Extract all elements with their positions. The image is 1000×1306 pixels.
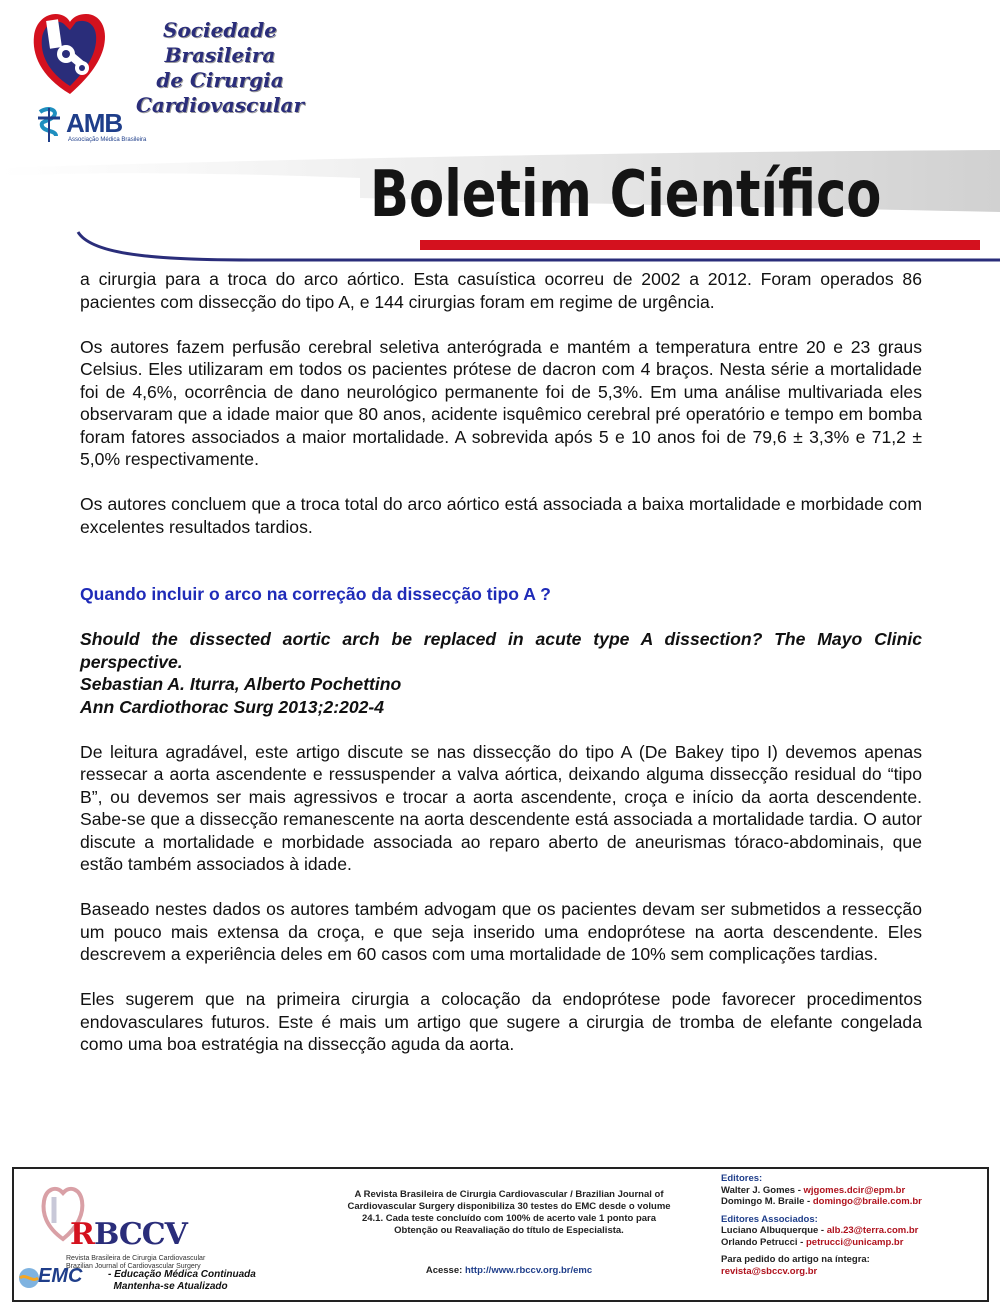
caduceus-icon (34, 104, 64, 144)
assoc-editor-1-email-link[interactable]: alb.23@terra.com.br (826, 1225, 919, 1236)
editor-1-email-link[interactable]: wjgomes.dcir@epm.br (803, 1184, 906, 1196)
article1-paragraph-2: Os autores fazem perfusão cerebral seletiva anterógrada e mantém a temperatura entre 20 e 23 graus Celsius. Eles utilizaram em todos os pacientes prótese de dacron com 4 braços. Nesta série a mortalidade foi de 4,6%, ocorrência de dano neurológico permanente foi de 5,3%. Em uma análise multivariada eles observaram que a idade maior que 80 anos, acidente isquêmico cerebral pré operatório e tempo em bomba foram fatores associados a maior mortalidade. A sobrevida após 5 e 10 anos foi de 79,6 ± 3,3% e 71,2 ± 5,0% respectivamente. (80, 336, 922, 469)
access-link[interactable]: http://www.rbccv.org.br/emc (464, 1265, 593, 1276)
society-name-line-1: Sociedade Brasileira (163, 18, 277, 67)
reference-authors: Sebastian A. Iturra, Alberto Pochettino (80, 674, 402, 694)
editor-2-name: Domingo M. Braile - (721, 1196, 813, 1207)
article1-paragraph-1: a cirurgia para a troca do arco aórtico. Esta casuística ocorreu de 2002 a 2012. Foram operados 86 pacientes com dissecção do tipo A, e 144 cirurgias foram em regime de urgência. (80, 269, 922, 312)
amb-logo (34, 104, 154, 148)
assoc-editor-1-name: Luciano Albuquerque - (721, 1225, 827, 1236)
request-email-link[interactable]: revista@sbccv.org.br (721, 1265, 818, 1277)
article2-paragraph-3: Eles sugerem que na primeira cirurgia a colocação da endoprótese pode favorecer procedimentos endovasculares futuros. Este é mais um artigo que sugere a cirurgia de tromba de elefante congelada como uma boa estratégia na dissecção aguda da aorta. (80, 989, 922, 1054)
footer-emc-notice: A Revista Brasileira de Cirurgia Cardiovascular / Brazilian Journal of Cardiovascular Surgery disponibiliza 30 testes do EMC desde o volume 24.1. Cada teste concluído com 100% de acerto vale 1 ponto para Obtenção ou Reavaliação do título de Especialista. (347, 1189, 671, 1236)
society-name-line-2: de Cirurgia (156, 68, 284, 92)
bulletin-title: Boletim Científico (370, 158, 882, 232)
article2-paragraph-1: De leitura agradável, este artigo discute se nas dissecção do tipo A (De Bakey tipo I) devemos apenas ressecar a aorta ascendente e ressuspender a valva aórtica, deixando alguma dissecção residual do “tipo B”, ou devemos ser mais agressivos e trocar a aorta ascendente, croça e início da aorta descendente. Sabe-se que a dissecção remanescente na aorta descendente está associada a mortalidade tardia. O autor discute a mortalidade e morbidade associada ao reparo aberto de aneurismas tóraco-abdominais, que estão também associados à idade. (80, 741, 922, 874)
amb-logo-text: AMB (66, 108, 123, 138)
rbccv-logo-rest: BCCV (93, 1217, 187, 1252)
footer-editors (721, 1173, 981, 1277)
article1-paragraph-3: Os autores concluem que a troca total do arco aórtico está associada a baixa mortalidade e morbidade com excelentes resultados tardios. (80, 494, 922, 537)
reference-journal: Ann Cardiothorac Surg 2013;2:202-4 (80, 696, 385, 717)
footer-access (344, 1265, 674, 1276)
article2-paragraph-2: Baseado nestes dados os autores também advogam que os pacientes devam ser submetidos a ressecção um pouco mais extensa da croça, e que seja inserido uma endoprótese na aorta descendente. Eles descrevem a experiência deles em 60 casos com uma mortalidade de 10% sem complicações tardias. (80, 899, 922, 964)
sbccv-heart-emblem-icon (30, 6, 110, 102)
sbccv-logo (30, 6, 330, 117)
amb-subtitle: Associação Médica Brasileira (68, 137, 147, 143)
section-heading: Quando incluir o arco na correção da dissecção tipo A ? (80, 584, 551, 604)
editor-2-email-link[interactable]: domingo@braile.com.br (812, 1196, 922, 1207)
request-label: Para pedido do artigo na íntegra: (721, 1254, 870, 1265)
society-name-line-3: Cardiovascular (136, 93, 304, 117)
society-name (110, 18, 330, 118)
emc-logo (18, 1263, 278, 1297)
assoc-editor-2-name: Orlando Petrucci - (721, 1236, 806, 1248)
article-body (80, 268, 922, 1056)
footer-box (12, 1167, 989, 1302)
emc-logo-text: EMC (38, 1265, 83, 1287)
editors-heading: Editores: (721, 1173, 763, 1184)
emc-tagline: - Educação Médica Continuada Mantenha-se Atualizado (108, 1269, 256, 1292)
editor-1-name: Walter J. Gomes - (721, 1184, 804, 1196)
rbccv-logo (38, 1183, 238, 1270)
assoc-editor-2-email-link[interactable]: petrucci@unicamp.br (806, 1236, 904, 1248)
rbccv-logo-text: RBCCV (70, 1217, 187, 1252)
associate-editors-heading: Editores Associados: (721, 1213, 818, 1225)
reference-title: Should the dissected aortic arch be replaced in acute type A dissection? The Mayo Clinic perspective. (80, 629, 922, 672)
access-label: Acesse: (425, 1265, 465, 1276)
rbccv-subtitle: Revista Brasileira de Cirurgia Cardiovascular Brazilian Journal of Cardiovascular Surgery (66, 1255, 206, 1270)
emc-globe-icon (18, 1267, 40, 1289)
